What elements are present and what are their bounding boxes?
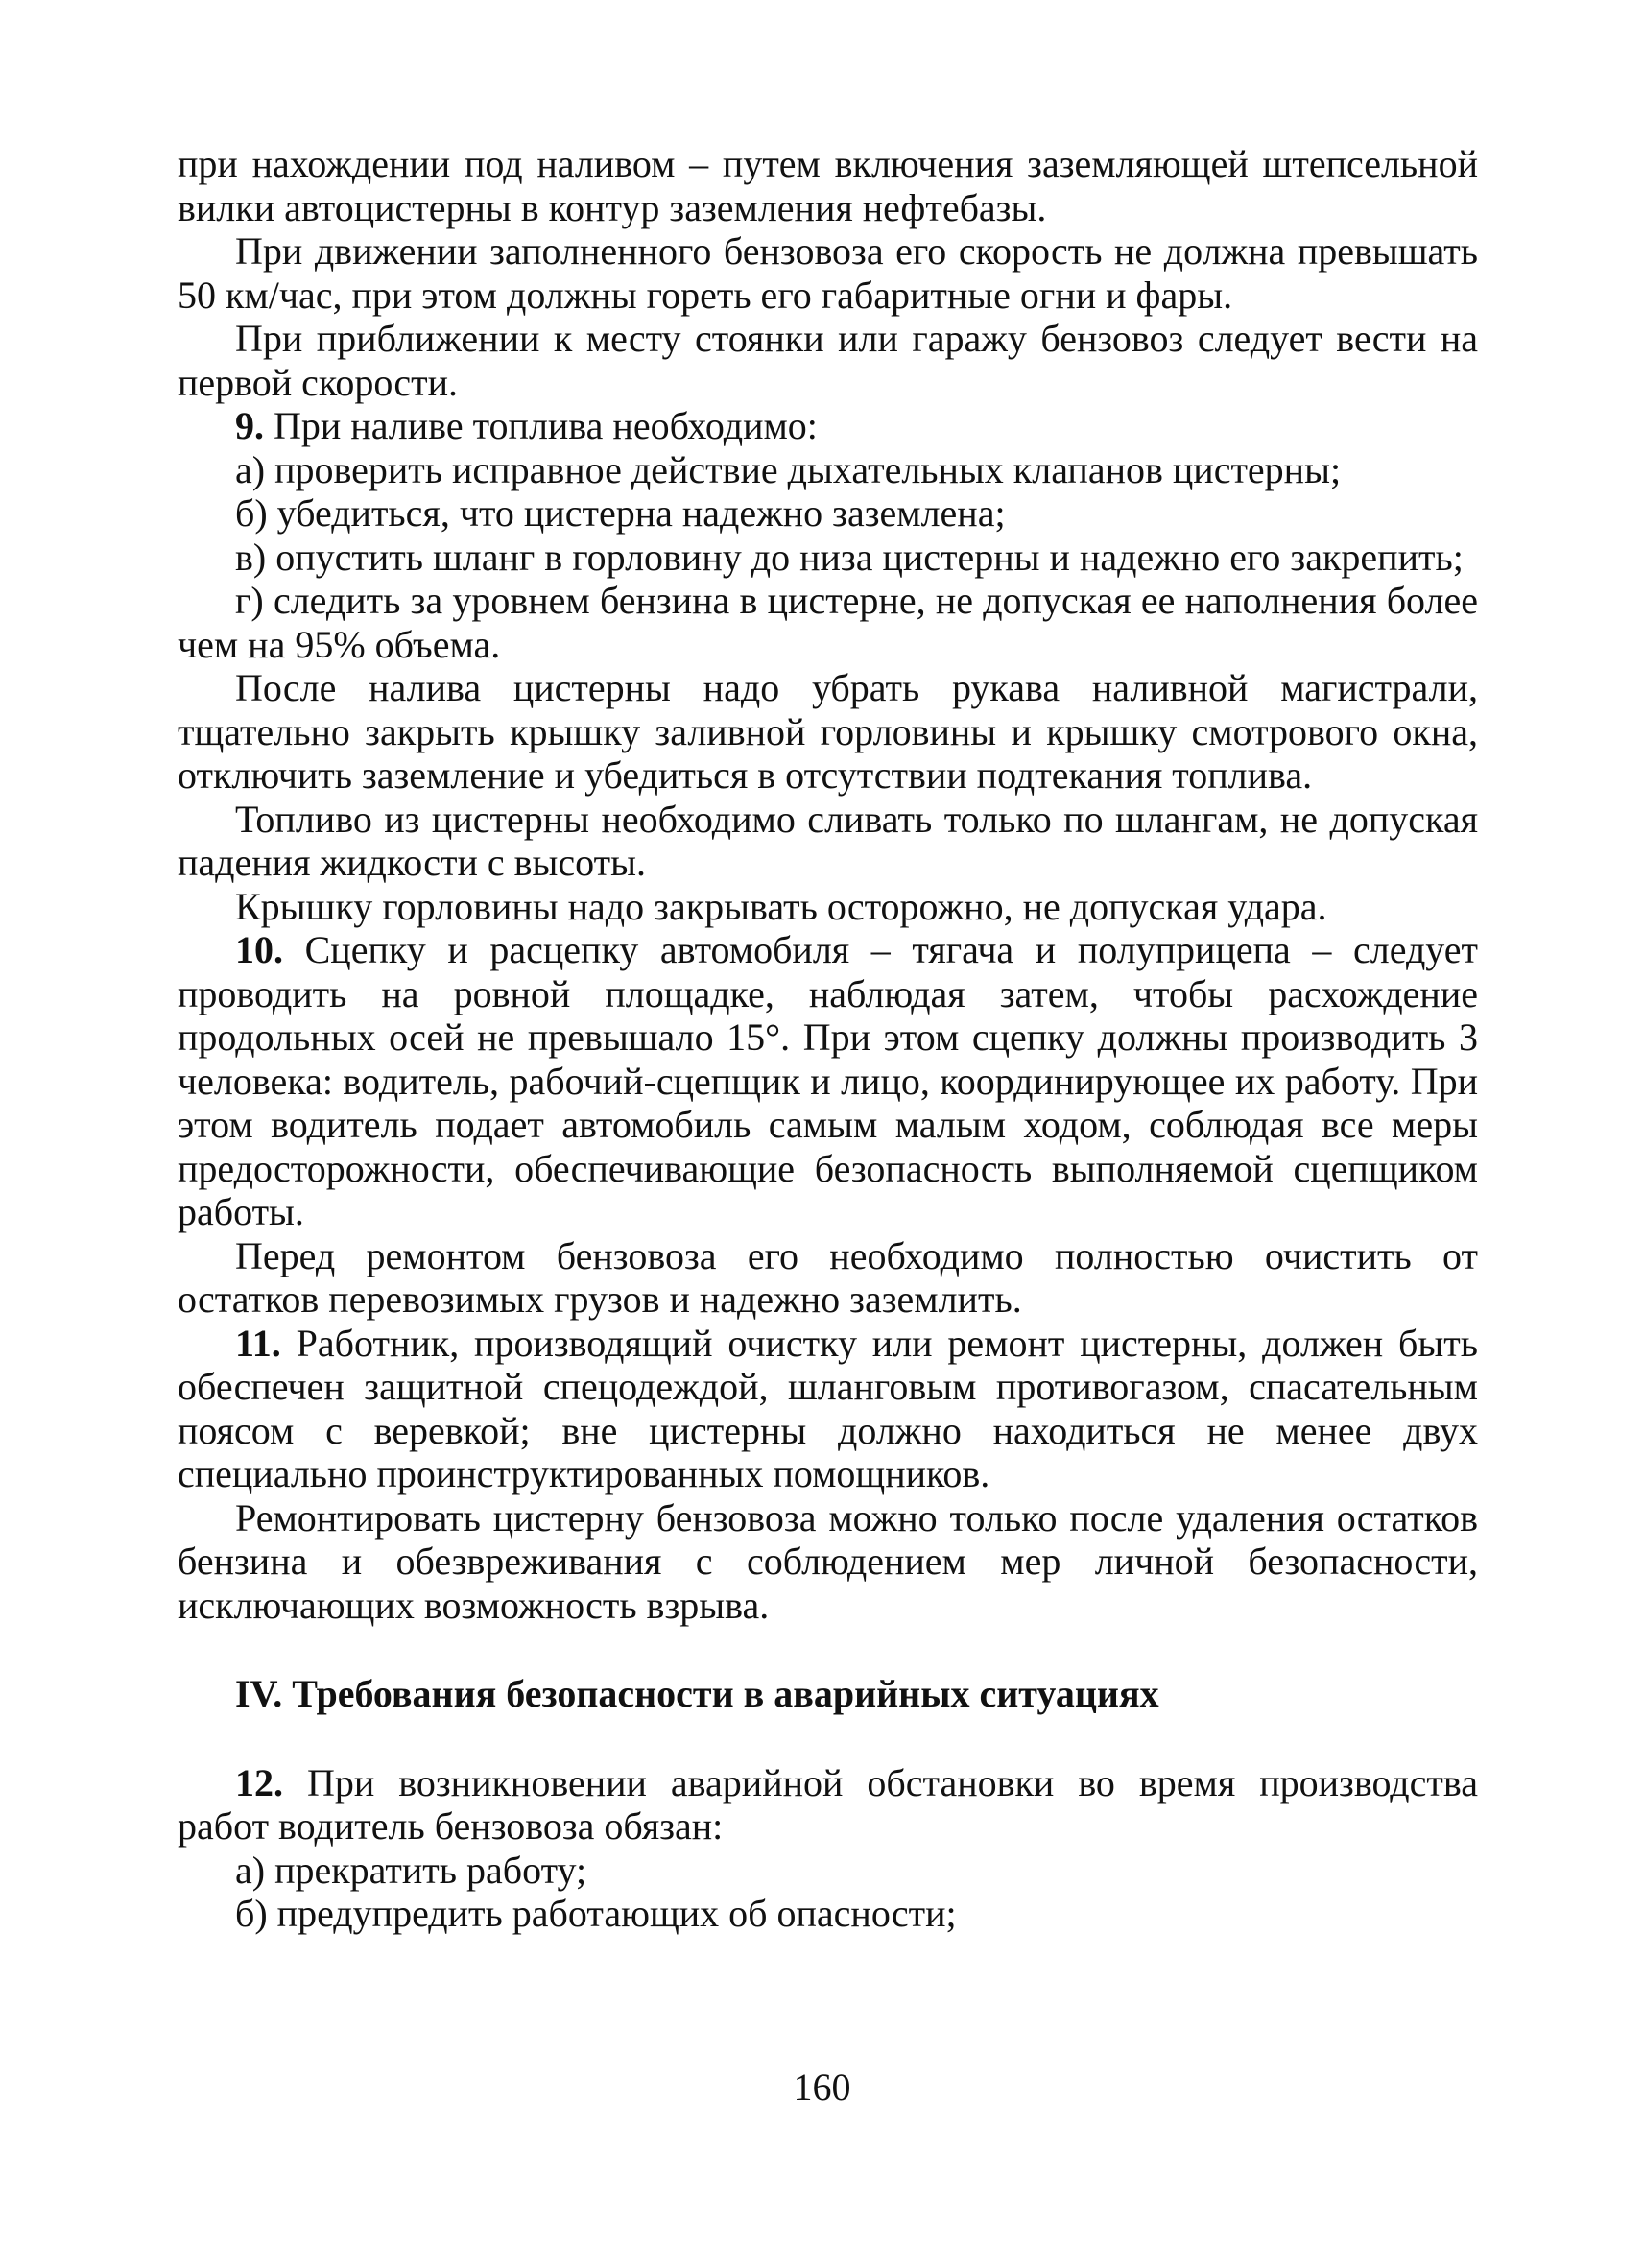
paragraph [178,579,1478,666]
item-number: 10. [235,928,283,971]
paragraph [178,798,1478,885]
paragraph [178,491,1478,536]
item-number: 11. [235,1321,281,1365]
paragraph [178,1496,1478,1628]
paragraph [178,666,1478,798]
paragraph-text: а) прекратить работу; [235,1848,587,1892]
paragraph [178,1761,1478,1849]
paragraph [178,1892,1478,1936]
paragraph-text: Крышку горловины надо закрывать осторожно, не допуская удара. [235,884,1327,928]
text-before-heading [178,142,1478,1627]
paragraph-text: Работник, производящий очистку или ремонт цистерны, должен быть обеспечен защитной спецодеждой, шланговым противогазом, спасательным поясом с веревкой; вне цистерны должно находиться не менее двух специально проинструктированных помощников. [178,1321,1479,1495]
paragraph [178,1849,1478,1893]
paragraph-text: При приближении к месту стоянки или гаражу бензовоз следует вести на первой скорости. [178,317,1478,404]
paragraph-text: Топливо из цистерны необходимо сливать только по шлангам, не допуская падения жидкости с высоты. [178,797,1478,884]
paragraph-text: При наливе топлива необходимо: [274,404,818,447]
item-number: 12. [235,1760,283,1804]
paragraph [178,229,1478,317]
paragraph-text: Сцепку и расцепку автомобиля – тягача и полуприцепа – следует проводить на ровной площадке, наблюдая затем, чтобы расхождение продольных осей не превышало 15°. При этом сцепку должны производить 3 человека: водитель, рабочий-сцепщик и лицо, координирующее их работу. При этом водитель подает автомобиль самым малым ходом, соблюдая все меры предосторожности, обеспечивающие безопасность выполняемой сцепщиком работы. [178,928,1479,1233]
paragraph-text: б) убедиться, что цистерна надежно заземлена; [235,491,1006,535]
paragraph [178,928,1478,1234]
paragraph-text: После налива цистерны надо убрать рукава наливной магистрали, тщательно закрыть крышку заливной горловины и крышку смотрового окна, отключить заземление и убедиться в отсутствии подтекания топлива. [178,666,1478,797]
paragraph [178,404,1478,448]
paragraph [178,317,1478,404]
paragraph-text: в) опустить шланг в горловину до низа цистерны и надежно его закрепить; [235,535,1464,579]
paragraph-text: При движении заполненного бензовоза его скорость не должна превышать 50 км/час, при этом должны гореть его габаритные огни и фары. [178,229,1478,317]
text-after-heading [178,1761,1478,1936]
paragraph-text: При возникновении аварийной обстановки во время производства работ водитель бензовоза обязан: [178,1760,1478,1848]
paragraph-text: а) проверить исправное действие дыхательных клапанов цистерны; [235,447,1342,491]
document-page [178,142,1478,1936]
paragraph-text: г) следить за уровнем бензина в цистерне, не допуская ее наполнения более чем на 95% объема. [178,579,1478,666]
paragraph [178,1234,1478,1322]
paragraph [178,142,1478,229]
paragraph [178,1322,1478,1496]
item-number: 9. [235,404,264,447]
page-number: 160 [793,2065,851,2109]
paragraph-text: при нахождении под наливом – путем включения заземляющей штепсельной вилки автоцистерны в контур заземления нефтебазы. [178,142,1478,229]
paragraph [178,448,1478,492]
paragraph-text: Перед ремонтом бензовоза его необходимо полностью очистить от остатков перевозимых грузов и надежно заземлить. [178,1233,1478,1321]
paragraph [178,885,1478,929]
paragraph-text: б) предупредить работающих об опасности; [235,1892,957,1935]
section-heading: IV. Требования безопасности в аварийных ситуациях [235,1672,1159,1715]
paragraph-text: Ремонтировать цистерну бензовоза можно только после удаления остатков бензина и обезвреживания с соблюдением мер личной безопасности, исключающих возможность взрыва. [178,1495,1478,1627]
paragraph [178,536,1478,580]
